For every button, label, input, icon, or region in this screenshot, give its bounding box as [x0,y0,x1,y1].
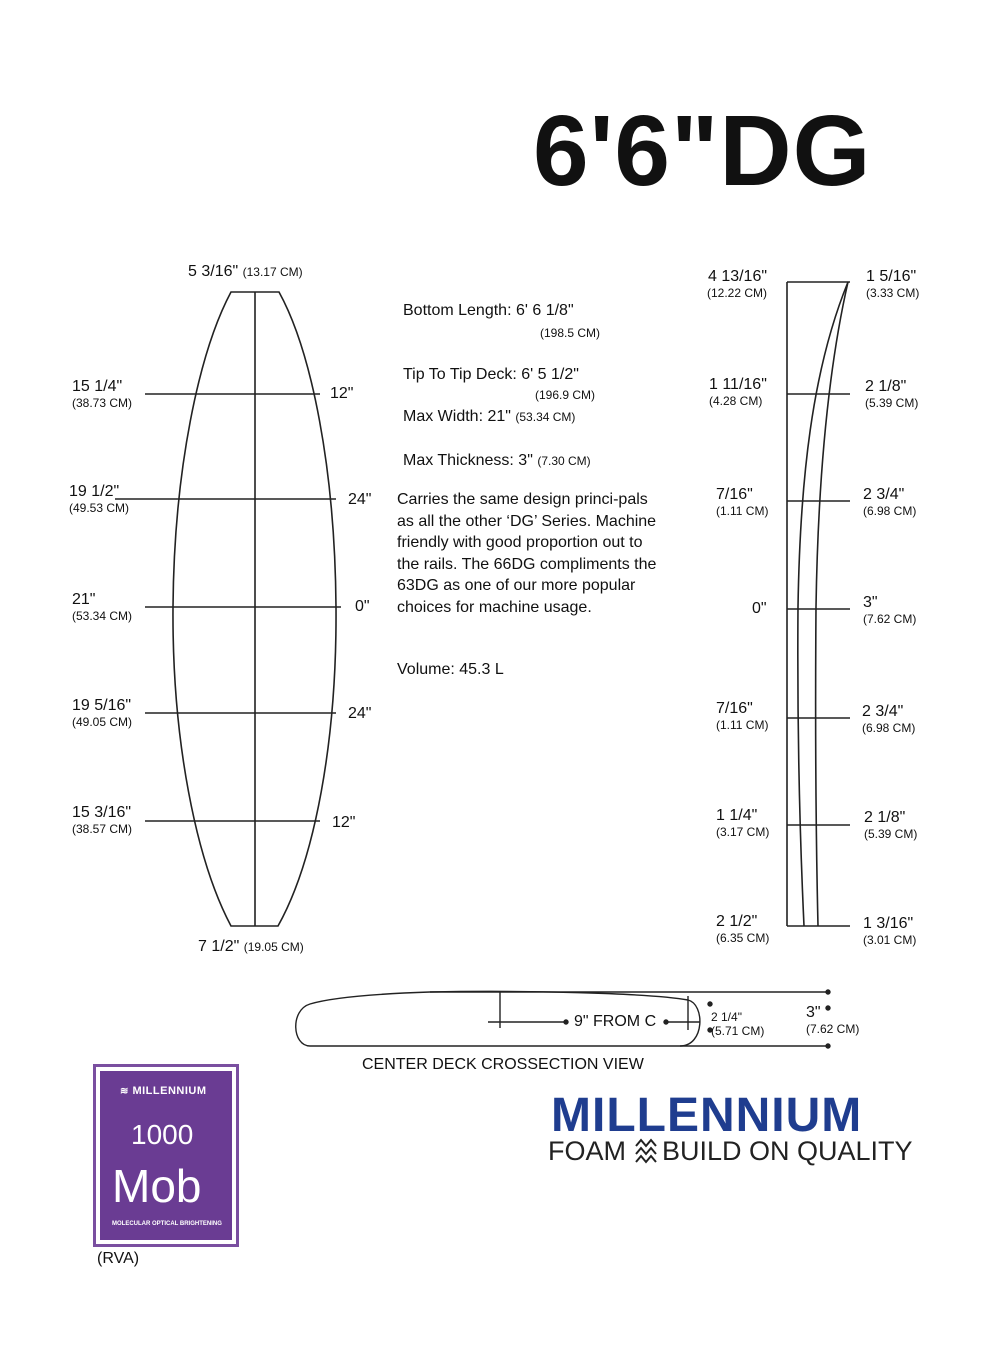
mob-badge [93,1064,239,1247]
dim-dot [826,990,830,994]
rocker-left-2: 1 11/16" (4.28 CM) [709,376,767,408]
rocker-left-1: 4 13/16" (12.22 CM) [707,268,768,300]
rocker-right-3: 2 3/4" (6.98 CM) [863,486,917,518]
rocker-view [787,282,850,926]
mob-badge-fill [100,1071,232,1240]
dim-dot [664,1020,668,1024]
tail-width-label: 7 1/2" (19.05 CM) [198,938,304,955]
bottom-length-cm: (198.5 CM) [540,326,601,340]
brand-tagline-left: FOAM [548,1136,626,1166]
rocker-left-3: 7/16" (1.11 CM) [716,486,769,518]
width-label-4: 19 5/16" (49.05 CM) [72,697,133,729]
rocker-left-6: 1 1/4" (3.17 CM) [716,807,770,839]
badge-note: (RVA) [97,1250,140,1267]
station-label-4: 24" [348,705,372,722]
rocker-right-2: 2 1/8" (5.39 CM) [865,378,919,410]
width-label-2: 19 1/2" (49.53 CM) [69,483,130,515]
width-label-1: 15 1/4" (38.73 CM) [72,378,133,410]
max-thickness: Max Thickness: 3" (7.30 CM) [403,452,591,469]
foam-wave-icon [636,1140,656,1162]
rocker-right-6: 2 1/8" (5.39 CM) [864,809,918,841]
brand-tagline-right: BUILD ON QUALITY [662,1136,913,1166]
nose-width-label: 5 3/16" (13.17 CM) [188,263,303,280]
station-label-1: 12" [330,385,354,402]
bottom-length: Bottom Length: 6' 6 1/8" [403,302,574,319]
dim-dot [708,1002,712,1006]
rocker-curve-deck [816,282,848,926]
rocker-right-5: 2 3/4" (6.98 CM) [862,703,916,735]
description: Carries the same design princi-pals as all the other ‘DG’ Series. Machine friendly with good proportion out to the rails. The 66DG compliments the 63DG as one of our more popular choices for machine usage. [397,491,657,616]
total-thickness-label: 3" (7.62 CM) [806,1004,860,1036]
width-label-5: 15 3/16" (38.57 CM) [72,804,133,836]
max-width: Max Width: 21" (53.34 CM) [403,408,576,425]
badge-symbol: Mob [112,1160,202,1212]
station-label-5: 12" [332,814,356,831]
width-label-3: 21" (53.34 CM) [72,591,133,623]
rocker-curve-bottom [798,282,848,926]
tip-to-tip: Tip To Tip Deck: 6' 5 1/2" [403,366,579,383]
rocker-right-7: 1 3/16" (3.01 CM) [863,915,917,947]
tip-to-tip-cm: (196.9 CM) [535,388,596,402]
page-title: 6'6"DG [533,95,872,207]
station-label-3: 0" [355,598,370,615]
rocker-left-5: 7/16" (1.11 CM) [716,700,769,732]
station-label-2: 24" [348,491,372,508]
dim-dot [826,1044,830,1048]
badge-subtitle: MOLECULAR OPTICAL BRIGHTENING [112,1221,222,1227]
foam-wave-icon: ≋ [120,1086,129,1097]
dim-dot [564,1020,568,1024]
rocker-right-4: 3" (7.62 CM) [863,594,917,626]
outline-view [115,292,341,926]
brand-logo-text: MILLENNIUM [551,1089,863,1142]
badge-number: 1000 [131,1119,194,1150]
rail-thickness-label: 2 1/4" (5.71 CM) [711,1010,765,1038]
from-center-label: 9" FROM C [574,1013,657,1030]
rocker-left-7: 2 1/2" (6.35 CM) [716,913,770,945]
rocker-right-1: 1 5/16" (3.33 CM) [866,268,920,300]
volume: Volume: 45.3 L [397,661,504,678]
badge-brand: ≋ MILLENNIUM [120,1085,207,1097]
rocker-left-4: 0" [752,600,767,617]
crossection-caption: CENTER DECK CROSSECTION VIEW [362,1056,644,1073]
